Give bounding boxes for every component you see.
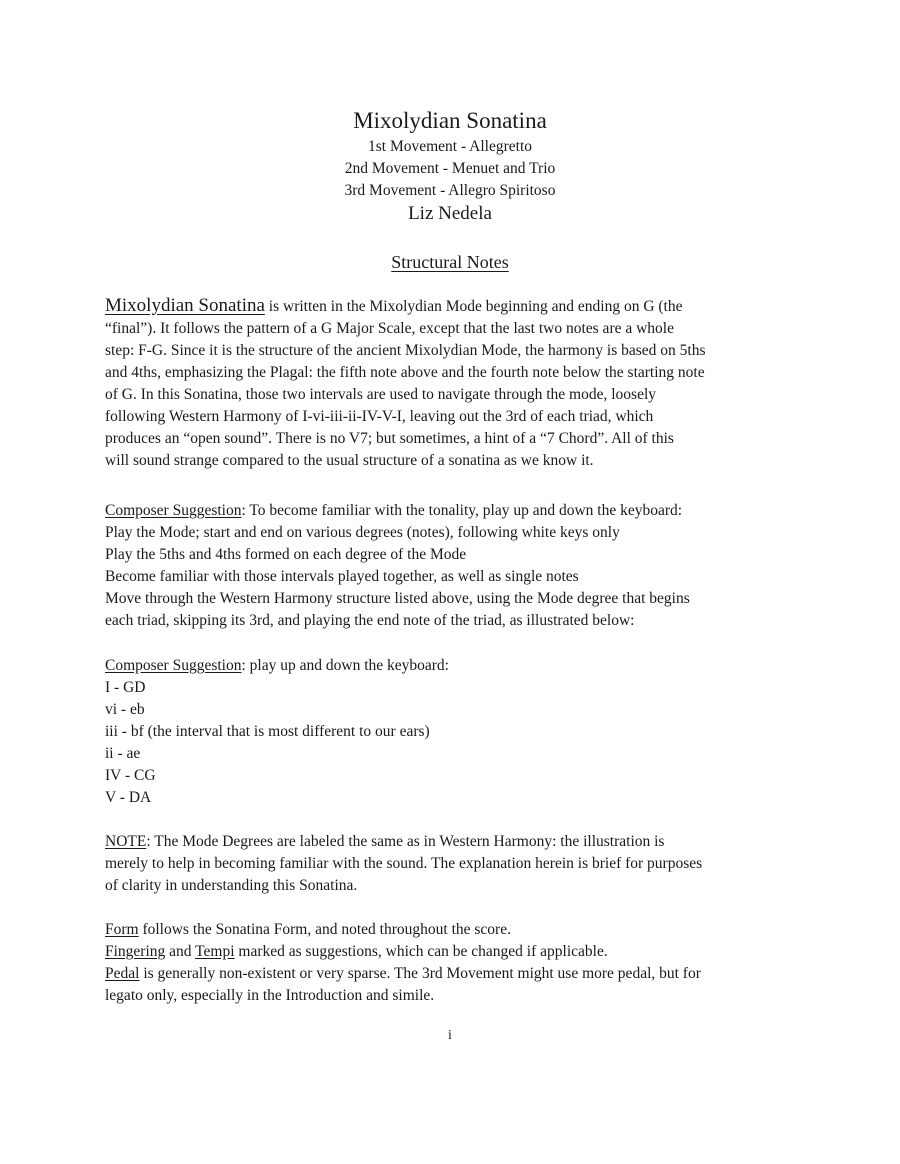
note-text: : The Mode Degrees are labeled the same as in Western Harmony: the illustration is (146, 833, 665, 850)
form-line (105, 919, 805, 941)
intro-paragraph (105, 295, 805, 472)
intro-line: will sound strange compared to the usual structure of a sonatina as we know it. (105, 452, 594, 469)
document-title: Mixolydian Sonatina (353, 108, 547, 133)
composer-suggestion-1 (105, 500, 805, 632)
movement-3: 3rd Movement - Allegro Spiritoso (344, 182, 556, 199)
page-number: i (448, 1028, 452, 1043)
suggestion-text: : play up and down the keyboard: (241, 657, 449, 674)
and-text: and (165, 943, 196, 960)
fingering-text: marked as suggestions, which can be changed if applicable. (234, 943, 608, 960)
interval-line: I - GD (105, 679, 146, 696)
suggestion-line: Become familiar with those intervals played together, as well as single notes (105, 568, 579, 585)
note-paragraph (105, 831, 805, 897)
form-label: Form (105, 921, 139, 938)
title-block (0, 106, 900, 226)
form-notes (105, 919, 805, 1007)
note-line: of clarity in understanding this Sonatina. (105, 877, 358, 894)
pedal-text: is generally non-existent or very sparse. The 3rd Movement might use more pedal, but for (139, 965, 701, 982)
intro-line: of G. In this Sonatina, those two intervals are used to navigate through the mode, loosely (105, 386, 656, 403)
fingering-line (105, 941, 805, 963)
pedal-label: Pedal (105, 965, 140, 982)
intro-line: and 4ths, emphasizing the Plagal: the fifth note above and the fourth note below the starting note (105, 364, 705, 381)
intro-line: “final”). It follows the pattern of a G Major Scale, except that the last two notes are a whole (105, 320, 674, 337)
interval-line: iii - bf (the interval that is most different to our ears) (105, 723, 430, 740)
interval-line: V - DA (105, 789, 152, 806)
suggestion-label: Composer Suggestion (105, 657, 242, 674)
interval-line: ii - ae (105, 745, 141, 762)
interval-line: vi - eb (105, 701, 145, 718)
suggestion-label: Composer Suggestion (105, 502, 242, 519)
intro-line: step: F-G. Since it is the structure of the ancient Mixolydian Mode, the harmony is based on 5ths (105, 342, 706, 359)
suggestion-text: : To become familiar with the tonality, play up and down the keyboard: (241, 502, 683, 519)
intro-lead-title: Mixolydian Sonatina (105, 295, 265, 316)
section-heading: Structural Notes (391, 252, 509, 272)
suggestion-line: Play the 5ths and 4ths formed on each degree of the Mode (105, 546, 467, 563)
author-name: Liz Nedela (408, 203, 492, 224)
note-label: NOTE (105, 833, 147, 850)
intro-line (105, 295, 805, 318)
pedal-line-2: legato only, especially in the Introduction and simile. (105, 987, 435, 1004)
movement-1: 1st Movement - Allegretto (367, 138, 532, 155)
tempi-label: Tempi (195, 943, 235, 960)
suggestion-line: Move through the Western Harmony structure listed above, using the Mode degree that begins (105, 590, 690, 607)
intro-line: following Western Harmony of I-vi-iii-ii-IV-V-I, leaving out the 3rd of each triad, which (105, 408, 654, 425)
suggestion-line (105, 500, 805, 522)
suggestion-line: each triad, skipping its 3rd, and playing the end note of the triad, as illustrated below: (105, 612, 635, 629)
pedal-line (105, 963, 805, 985)
note-line: merely to help in becoming familiar with the sound. The explanation herein is brief for purposes (105, 855, 703, 872)
suggestion-line: Play the Mode; start and end on various degrees (notes), following white keys only (105, 524, 620, 541)
movement-2: 2nd Movement - Menuet and Trio (344, 160, 556, 177)
note-line (105, 831, 805, 853)
form-text: follows the Sonatina Form, and noted throughout the score. (138, 921, 511, 938)
suggestion-line (105, 655, 805, 677)
composer-suggestion-2 (105, 655, 805, 809)
interval-line: IV - CG (105, 767, 156, 784)
intro-line-text: is written in the Mixolydian Mode beginning and ending on G (the (264, 298, 683, 315)
fingering-label: Fingering (105, 943, 166, 960)
intro-line: produces an “open sound”. There is no V7; but sometimes, a hint of a “7 Chord”. All of this (105, 430, 674, 447)
